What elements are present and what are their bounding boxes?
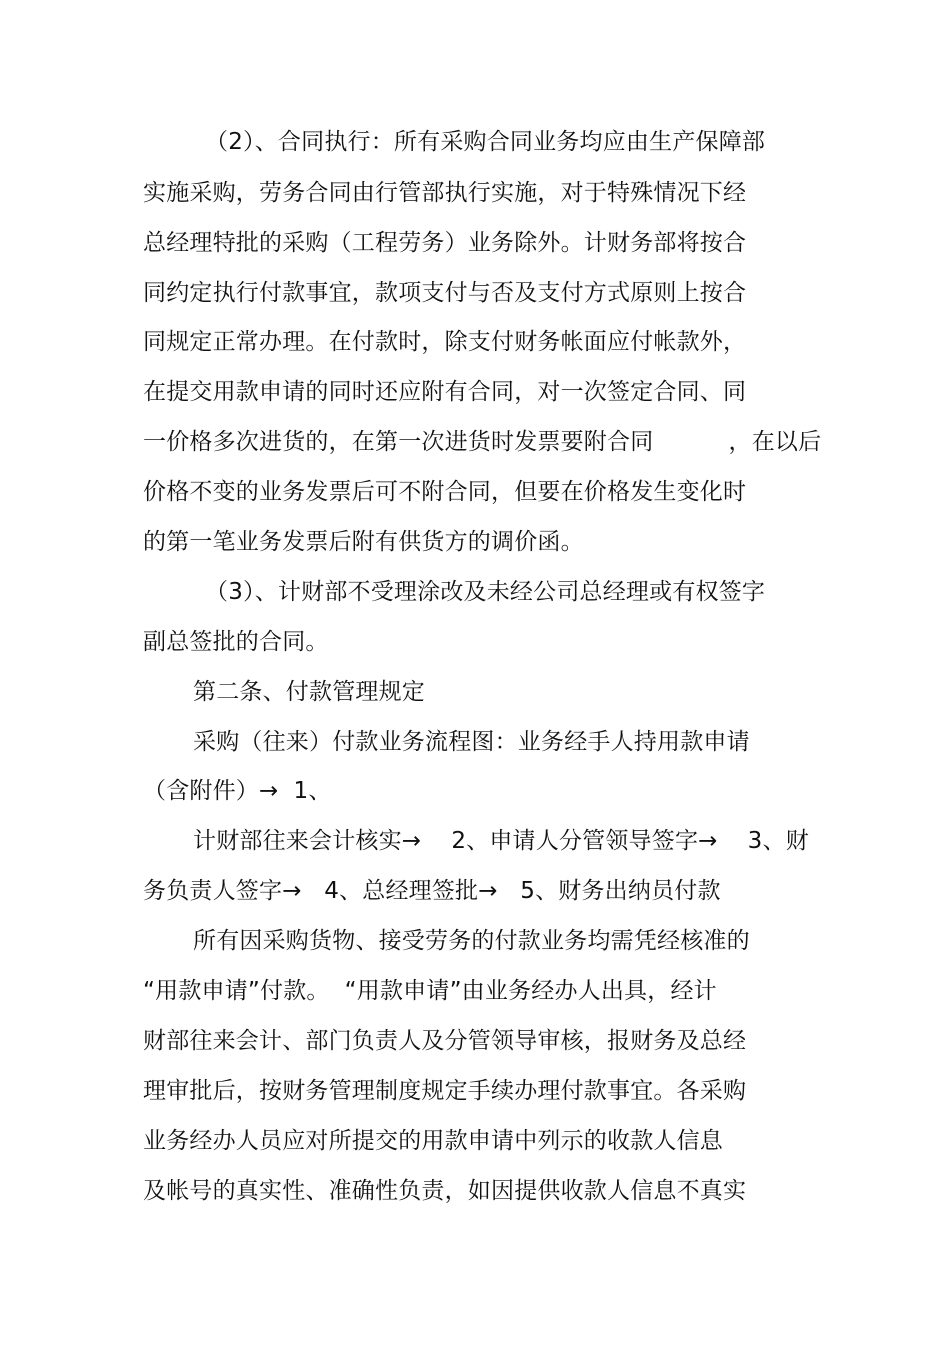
paragraph-line: （含附件）→ 1、 — [143, 778, 332, 804]
paragraph-line: 业务经办人员应对所提交的用款申请中列示的收款人信息 — [143, 1128, 723, 1154]
paragraph-line: 计财部往来会计核实→ 2、申请人分管领导签字→ 3、财 — [193, 828, 809, 854]
paragraph-line: 所有因采购货物、接受劳务的付款业务均需凭经核准的 — [193, 928, 750, 954]
paragraph-line: 在提交用款申请的同时还应附有合同，对一次签定合同、同 — [143, 379, 747, 405]
paragraph-line: 副总签批的合同。 — [143, 629, 329, 655]
paragraph-line: 务负责人签字→ 4、总经理签批→ 5、财务出纳员付款 — [143, 878, 721, 904]
paragraph-line: 财部往来会计、部门负责人及分管领导审核，报财务及总经 — [143, 1028, 747, 1054]
paragraph-line: “用款申请”付款。 “用款申请”由业务经办人出具，经计 — [143, 978, 717, 1004]
paragraph-line: （3）、计财部不受理涂改及未经公司总经理或有权签字 — [205, 579, 766, 605]
paragraph-line: 总经理特批的采购（工程劳务）业务除外。计财务部将按合 — [143, 230, 747, 256]
paragraph-line: 的第一笔业务发票后附有供货方的调价函。 — [143, 529, 584, 555]
paragraph-line: 一价格多次进货的，在第一次进货时发票要附合同 ，在以后 — [143, 429, 822, 455]
section-heading: 第二条、付款管理规定 — [193, 679, 425, 705]
paragraph-line: 价格不变的业务发票后可不附合同，但要在价格发生变化时 — [143, 479, 747, 505]
paragraph-line: 实施采购，劳务合同由行管部执行实施，对于特殊情况下经 — [143, 180, 747, 206]
paragraph-line: 同规定正常办理。在付款时，除支付财务帐面应付帐款外， — [143, 329, 747, 355]
paragraph-line: 同约定执行付款事宜，款项支付与否及支付方式原则上按合 — [143, 280, 747, 306]
paragraph-line: 及帐号的真实性、准确性负责，如因提供收款人信息不真实 — [143, 1178, 747, 1204]
paragraph-line: （2）、合同执行：所有采购合同业务均应由生产保障部 — [205, 129, 766, 155]
paragraph-line: 采购（往来）付款业务流程图：业务经手人持用款申请 — [193, 729, 750, 755]
paragraph-line: 理审批后，按财务管理制度规定手续办理付款事宜。各采购 — [143, 1078, 747, 1104]
